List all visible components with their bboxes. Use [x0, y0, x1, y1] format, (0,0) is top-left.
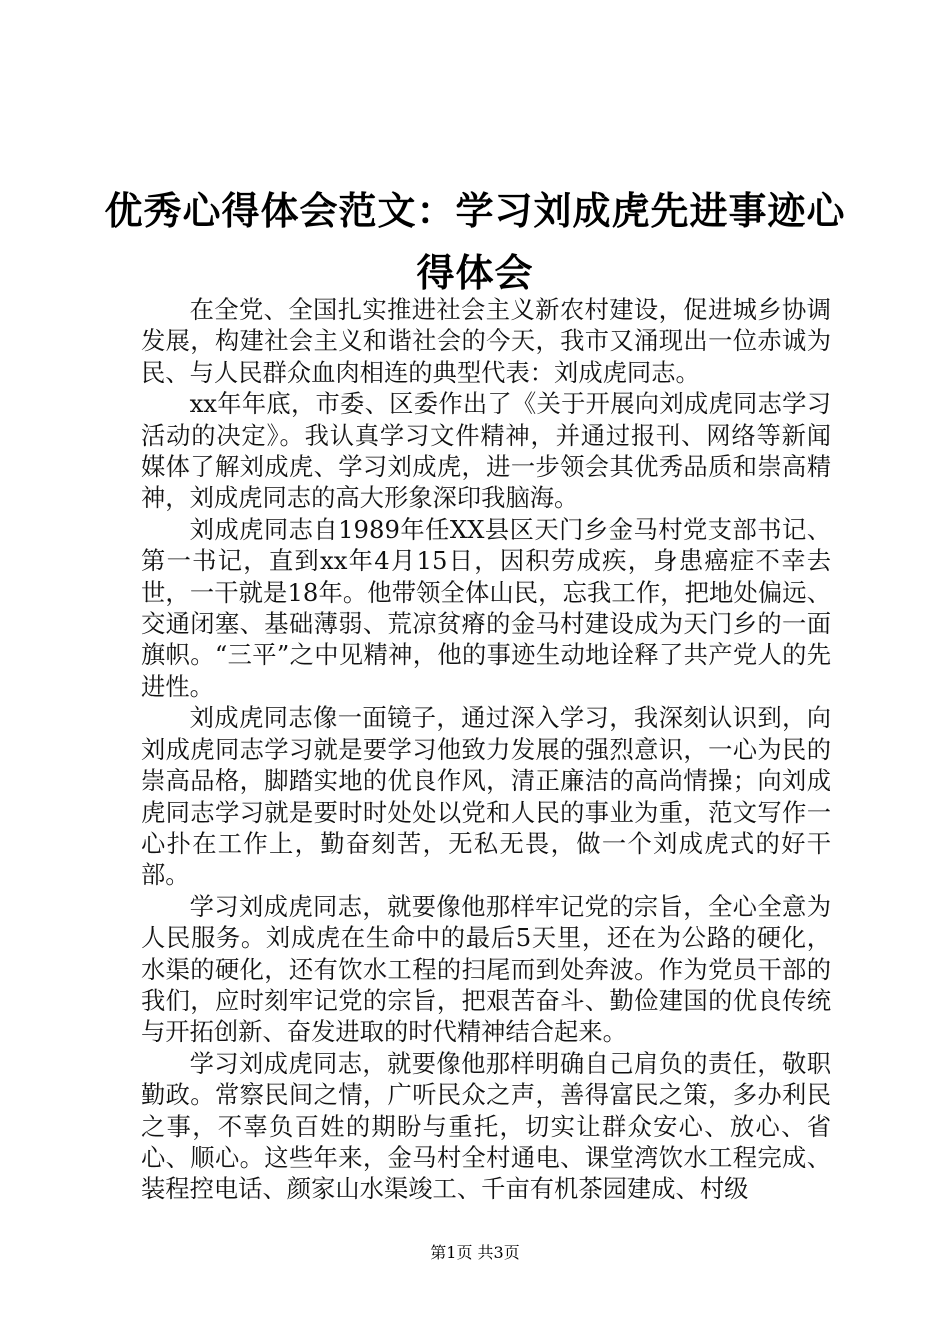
document-body [141, 294, 831, 1205]
paragraph: 刘成虎同志自1989年任XX县区天门乡金马村党支部书记、第一书记，直到xx年4月15日，因积劳成疾，身患癌症不幸去世，一干就是18年。他带领全体山民，忘我工作，把地处偏远、交通闭塞、基础薄弱、荒凉贫瘠的金马村建设成为天门乡的一面旗帜。“三平”之中见精神，他的事迹生动地诠释了共产党人的先进性。 [141, 514, 831, 701]
paragraph: 学习刘成虎同志，就要像他那样牢记党的宗旨，全心全意为人民服务。刘成虎在生命中的最后5天里，还在为公路的硬化，水渠的硬化，还有饮水工程的扫尾而到处奔波。作为党员干部的我们，应时刻牢记党的宗旨，把艰苦奋斗、勤俭建国的优良传统与开拓创新、奋发进取的时代精神结合起来。 [141, 891, 831, 1047]
paragraph: 学习刘成虎同志，就要像他那样明确自己肩负的责任，敬职勤政。常察民间之情，广听民众之声，善得富民之策，多办利民之事，不辜负百姓的期盼与重托，切实让群众安心、放心、省心、顺心。这些年来，金马村全村通电、课堂湾饮水工程完成、装程控电话、颜家山水渠竣工、千亩有机茶园建成、村级 [141, 1048, 831, 1204]
page-number-footer: 第1页 共3页 [430, 1243, 520, 1262]
paragraph: 在全党、全国扎实推进社会主义新农村建设，促进城乡协调发展，构建社会主义和谐社会的今天，我市又涌现出一位赤诚为民、与人民群众血肉相连的典型代表：刘成虎同志。 [141, 295, 831, 387]
paragraph: xx年年底，市委、区委作出了《关于开展向刘成虎同志学习活动的决定》。我认真学习文件精神，并通过报刊、网络等新闻媒体了解刘成虎、学习刘成虎，进一步领会其优秀品质和崇高精神，刘成虎同志的高大形象深印我脑海。 [141, 389, 831, 513]
document-title: 优秀心得体会范文：学习刘成虎先进事迹心得体会 [104, 188, 846, 295]
paragraph: 刘成虎同志像一面镜子，通过深入学习，我深刻认识到，向刘成虎同志学习就是要学习他致力发展的强烈意识，一心为民的崇高品格，脚踏实地的优良作风，清正廉洁的高尚情操；向刘成虎同志学习就是要时时处处以党和人民的事业为重，范文写作一心扑在工作上，勤奋刻苦，无私无畏，做一个刘成虎式的好干部。 [141, 703, 831, 890]
